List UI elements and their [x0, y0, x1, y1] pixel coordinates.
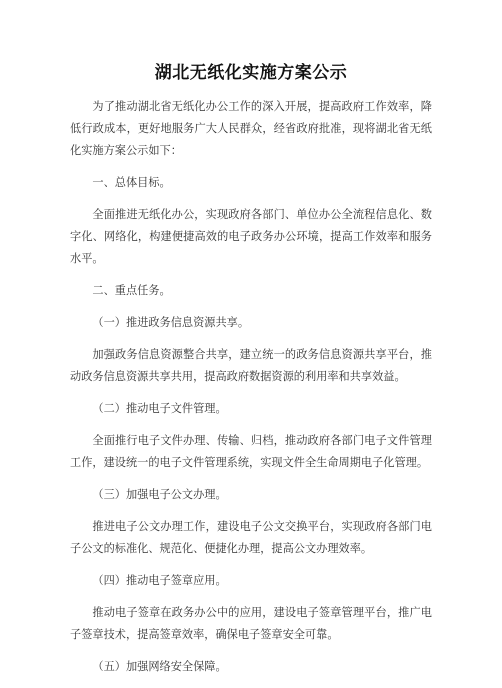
- task-heading-e-signature: （四）推动电子签章应用。: [92, 574, 227, 587]
- task-heading-e-documents: （三）加强电子公文办理。: [92, 488, 227, 501]
- task-paragraph-e-documents: 推进电子公文办理工作，建设电子公文交换平台，实现政府各部门电子公文的标准化、规范化、便捷化办理，提高公文办理效率。: [70, 520, 432, 555]
- document-title: 湖北无纸化实施方案公示: [154, 63, 348, 83]
- task-heading-e-files: （二）推动电子文件管理。: [92, 402, 227, 415]
- task-paragraph-e-files: 全面推行电子文件办理、传输、归档，推动政府各部门电子文件管理工作，建设统一的电子文件管理系统，实现文件全生命周期电子化管理。: [70, 434, 432, 469]
- goals-paragraph: 全面推进无纸化办公，实现政府各部门、单位办公全流程信息化、数字化、网络化，构建便捷高效的电子政务办公环境，提高工作效率和服务水平。: [70, 208, 432, 265]
- task-paragraph-e-signature: 推动电子签章在政务办公中的应用，建设电子签章管理平台，推广电子签章技术，提高签章效率，确保电子签章安全可靠。: [70, 606, 432, 641]
- intro-paragraph: 为了推动湖北省无纸化办公工作的深入开展，提高政府工作效率，降低行政成本，更好地服务广大人民群众，经省政府批准，现将湖北省无纸化实施方案公示如下：: [70, 100, 432, 157]
- task-heading-info-sharing: （一）推进政务信息资源共享。: [92, 316, 250, 329]
- document-body: [70, 96, 432, 688]
- section-heading-tasks: 二、重点任务。: [92, 284, 171, 297]
- section-heading-goals: 一、总体目标。: [92, 176, 171, 189]
- task-heading-network-security: （五）加强网络安全保障。: [92, 660, 227, 673]
- task-paragraph-info-sharing: 加强政务信息资源整合共享，建立统一的政务信息资源共享平台，推动政务信息资源共享共用，提高政府数据资源的利用率和共享效益。: [70, 348, 432, 383]
